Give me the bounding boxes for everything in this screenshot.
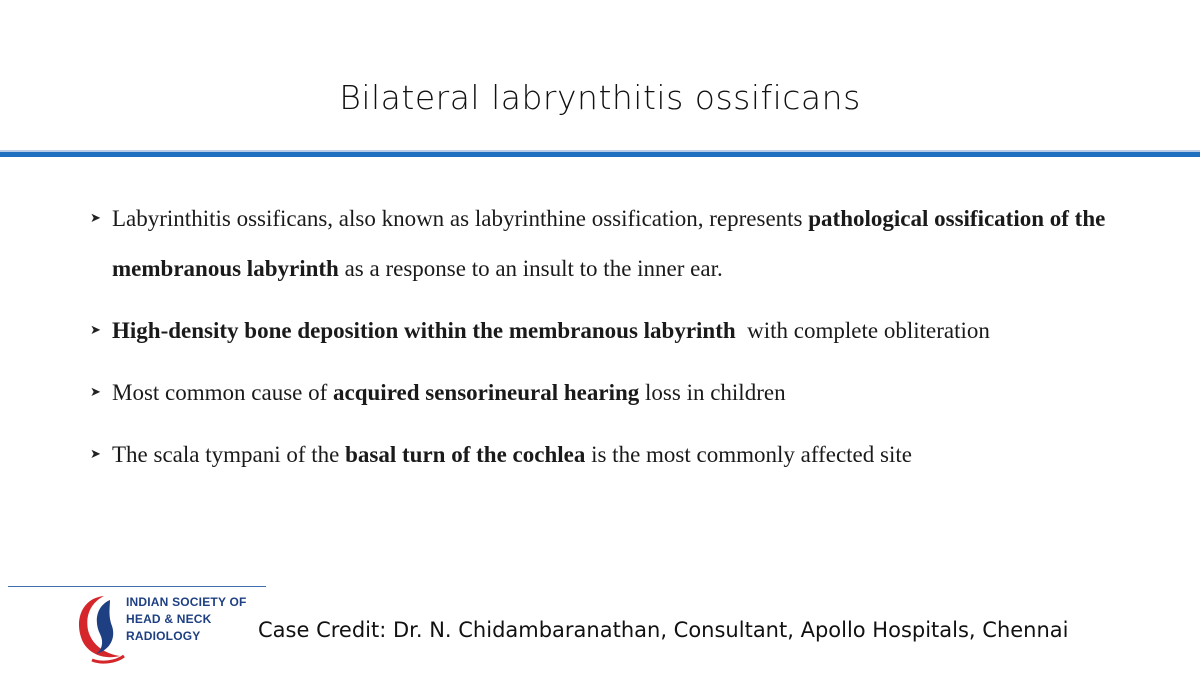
bullet-item [90, 306, 1160, 356]
isnhr-logo-icon [70, 590, 128, 664]
bullet-text: Labyrinthitis ossificans, also known as labyrinthine ossification, represents [112, 206, 809, 231]
bullet-text: as a response to an insult to the inner ear. [338, 256, 723, 281]
bullet-emphasis: basal turn of the cochlea [345, 442, 586, 467]
logo-line: RADIOLOGY [126, 629, 201, 643]
bullet-emphasis: acquired sensorineural hearing [333, 380, 640, 405]
bullet-item [90, 430, 1160, 480]
bullet-item [90, 368, 1160, 418]
arrowhead-bullet-icon: ➤ [90, 447, 101, 462]
title-divider [0, 152, 1200, 157]
bullet-text: loss in children [639, 380, 786, 405]
case-credit: Case Credit: Dr. N. Chidambaranathan, Consultant, Apollo Hospitals, Chennai [258, 618, 1069, 642]
arrowhead-bullet-icon: ➤ [90, 323, 101, 338]
bullet-item [90, 194, 1160, 294]
footer-divider [8, 586, 266, 587]
bullet-text: Most common cause of [112, 380, 334, 405]
bullet-text: with complete obliteration [735, 318, 990, 343]
logo-text [126, 594, 247, 645]
logo-line: INDIAN SOCIETY OF [126, 595, 247, 609]
arrowhead-bullet-icon: ➤ [90, 211, 101, 226]
bullet-list [90, 194, 1160, 492]
slide-title: Bilateral labrynthitis ossificans [339, 78, 861, 117]
bullet-emphasis: High-density bone deposition within the membranous labyrinth [112, 318, 736, 343]
bullet-text: is the most commonly affected site [585, 442, 912, 467]
arrowhead-bullet-icon: ➤ [90, 385, 101, 400]
logo-line: HEAD & NECK [126, 612, 212, 626]
bullet-text: The scala tympani of the [112, 442, 346, 467]
bullet-emphasis: pathological ossification of the membranous labyrinth [112, 206, 1106, 281]
